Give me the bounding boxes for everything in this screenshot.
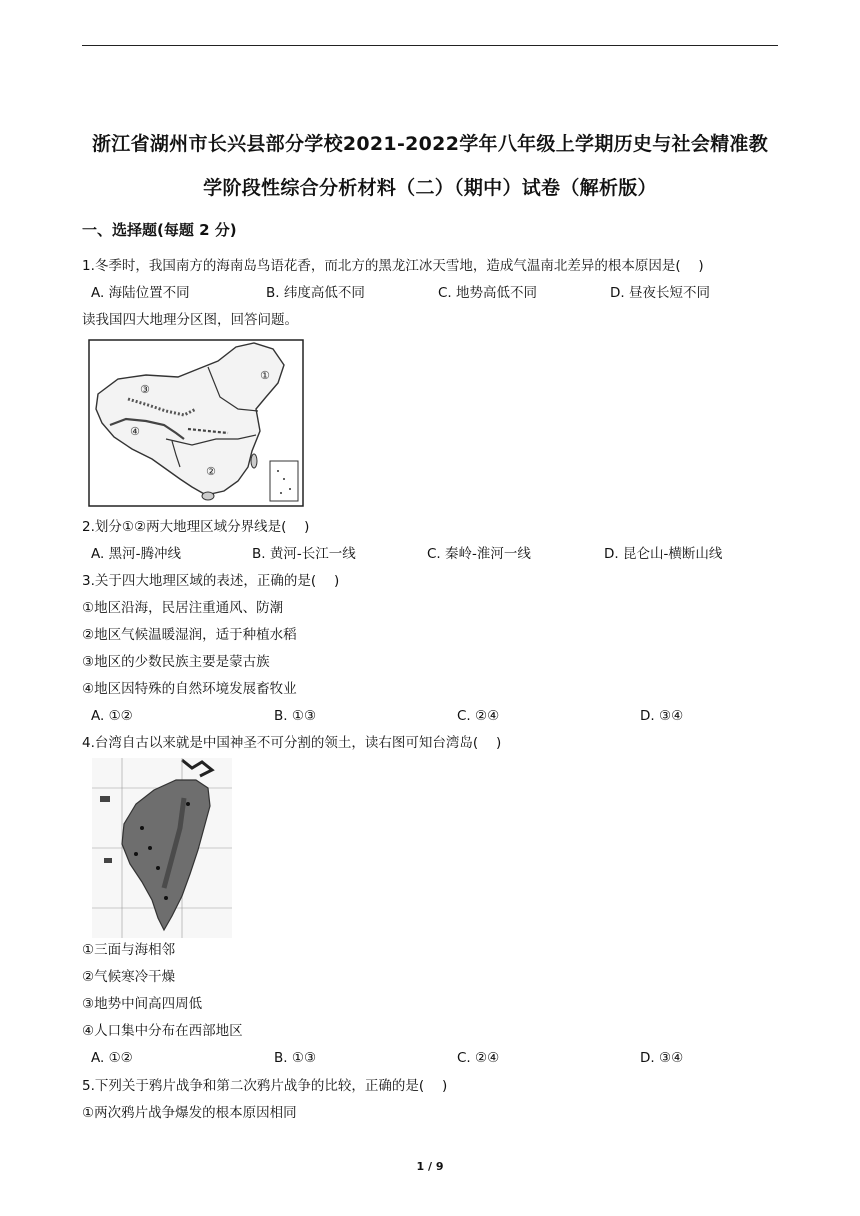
q2-option-c: C. 秦岭-淮河一线 — [427, 546, 531, 562]
q2-option-d: D. 昆仑山-横断山线 — [604, 546, 723, 562]
map-intro-text: 读我国四大地理分区图，回答问题。 — [82, 312, 298, 328]
section-heading: 一、选择题(每题 2 分) — [82, 221, 237, 239]
taiwan-map — [92, 758, 232, 938]
q1-option-a: A. 海陆位置不同 — [91, 285, 190, 301]
q3-statement-3: ③地区的少数民族主要是蒙古族 — [82, 654, 270, 670]
map-label-1: ① — [260, 369, 270, 382]
q3-stem: 3.关于四大地理区域的表述，正确的是( ) — [82, 573, 340, 589]
q5-stem: 5.下列关于鸦片战争和第二次鸦片战争的比较，正确的是( ) — [82, 1078, 448, 1094]
q3-option-a: A. ①② — [91, 708, 133, 724]
map-label-3: ③ — [140, 383, 150, 396]
q4-statement-4: ④人口集中分布在西部地区 — [82, 1023, 243, 1039]
q1-option-d: D. 昼夜长短不同 — [610, 285, 710, 301]
q4-statement-2: ②气候寒冷干燥 — [82, 969, 176, 985]
document-title-line1: 浙江省湖州市长兴县部分学校2021-2022学年八年级上学期历史与社会精准教 — [91, 133, 769, 155]
q1-stem: 1.冬季时，我国南方的海南岛鸟语花香，而北方的黑龙江冰天雪地，造成气温南北差异的根本原因是( ) — [82, 258, 704, 274]
q4-option-a: A. ①② — [91, 1050, 133, 1066]
q4-option-d: D. ③④ — [640, 1050, 684, 1066]
page-number: 1 / 9 — [416, 1160, 444, 1173]
q3-option-d: D. ③④ — [640, 708, 684, 724]
q2-stem: 2.划分①②两大地理区域分界线是( ) — [82, 519, 310, 535]
map-label-2: ② — [206, 465, 216, 478]
q4-option-b: B. ①③ — [274, 1050, 317, 1066]
q4-option-c: C. ②④ — [457, 1050, 500, 1066]
q2-option-a: A. 黑河-腾冲线 — [91, 546, 181, 562]
q3-statement-2: ②地区气候温暖湿润，适于种植水稻 — [82, 627, 297, 643]
q3-statement-4: ④地区因特殊的自然环境发展畜牧业 — [82, 681, 297, 697]
q4-statement-3: ③地势中间高四周低 — [82, 996, 203, 1012]
q2-option-b: B. 黄河-长江一线 — [252, 546, 356, 562]
document-title-line2: 学阶段性综合分析材料（二）（期中）试卷（解析版） — [203, 177, 657, 199]
q5-statement-1: ①两次鸦片战争爆发的根本原因相同 — [82, 1105, 297, 1121]
q3-option-b: B. ①③ — [274, 708, 317, 724]
q3-statement-1: ①地区沿海，民居注重通风、防潮 — [82, 600, 284, 616]
q3-option-c: C. ②④ — [457, 708, 500, 724]
q1-option-b: B. 纬度高低不同 — [266, 285, 365, 301]
q1-option-c: C. 地势高低不同 — [438, 285, 538, 301]
map-label-4: ④ — [130, 425, 140, 438]
q4-statement-1: ①三面与海相邻 — [82, 942, 176, 958]
header-rule — [82, 45, 778, 46]
q4-stem: 4.台湾自古以来就是中国神圣不可分割的领土，读右图可知台湾岛( ) — [82, 735, 502, 751]
china-regions-map — [88, 339, 304, 507]
